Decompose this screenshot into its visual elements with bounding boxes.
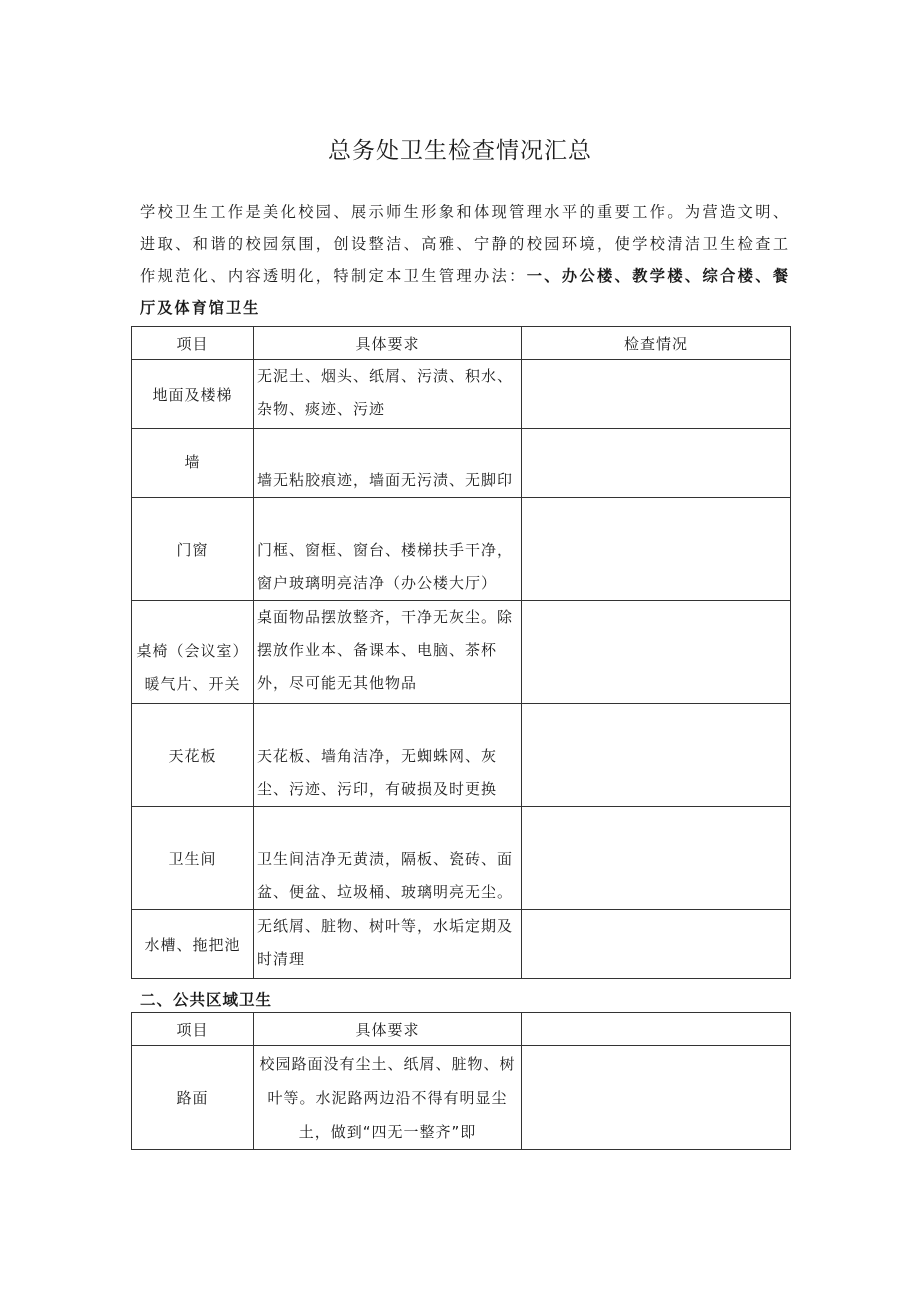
row-check[interactable] (522, 601, 791, 704)
table-row (132, 1046, 791, 1150)
row-item: 墙 (132, 429, 254, 498)
intro-paragraph (140, 196, 790, 324)
header-item: 项目 (132, 1013, 254, 1046)
row-item: 卫生间 (132, 807, 254, 910)
header-requirement: 具体要求 (254, 1013, 522, 1046)
office-building-hygiene-table (131, 326, 791, 979)
row-requirement: 无泥土、烟头、纸屑、污渍、积水、杂物、痰迹、污迹 (254, 360, 522, 429)
table-row (132, 704, 791, 807)
public-area-hygiene-table (131, 1012, 791, 1150)
table-row (132, 429, 791, 498)
header-check: 检查情况 (522, 327, 791, 360)
row-check[interactable] (522, 704, 791, 807)
row-requirement: 门框、窗框、窗台、楼梯扶手干净，窗户玻璃明亮洁净（办公楼大厅） (254, 498, 522, 601)
page-title: 总务处卫生检查情况汇总 (328, 138, 592, 164)
row-item: 路面 (132, 1046, 254, 1150)
section-2-heading: 二、公共区域卫生 (140, 991, 273, 1009)
table-row (132, 910, 791, 979)
row-requirement: 无纸屑、脏物、树叶等，水垢定期及时清理 (254, 910, 522, 979)
row-requirement: 天花板、墙角洁净，无蜘蛛网、灰尘、污迹、污印，有破损及时更换 (254, 704, 522, 807)
intro-text: 学校卫生工作是美化校园、展示师生形象和体现管理水平的重要工作。为营造文明、进取、和谐的校园氛围，创设整洁、高雅、宁静的校园环境，使学校清洁卫生检查工作规范化、内容透明化，特制定本卫生管理办法： (140, 203, 790, 285)
row-check[interactable] (522, 498, 791, 601)
row-item: 水槽、拖把池 (132, 910, 254, 979)
row-check[interactable] (522, 429, 791, 498)
row-item: 桌椅（会议室）暖气片、开关 (132, 601, 254, 704)
table-row (132, 498, 791, 601)
table-row (132, 601, 791, 704)
row-item: 门窗 (132, 498, 254, 601)
row-item: 地面及楼梯 (132, 360, 254, 429)
row-requirement: 校园路面没有尘土、纸屑、脏物、树叶等。水泥路两边沿不得有明显尘土，做到“四无一整齐”即 (254, 1046, 522, 1150)
table-header-row (132, 1013, 791, 1046)
table-row (132, 807, 791, 910)
row-check[interactable] (522, 910, 791, 979)
section-1-heading: 一、办公楼、教学楼、综合楼、餐厅及体育馆卫生 (140, 267, 790, 317)
row-requirement: 墙无粘胶痕迹，墙面无污渍、无脚印 (254, 429, 522, 498)
row-check[interactable] (522, 1046, 791, 1150)
row-item: 天花板 (132, 704, 254, 807)
header-item: 项目 (132, 327, 254, 360)
row-requirement: 桌面物品摆放整齐，干净无灰尘。除摆放作业本、备课本、电脑、茶杯外，尽可能无其他物品 (254, 601, 522, 704)
table-header-row (132, 327, 791, 360)
row-check[interactable] (522, 807, 791, 910)
row-check[interactable] (522, 360, 791, 429)
header-requirement: 具体要求 (254, 327, 522, 360)
row-requirement: 卫生间洁净无黄渍，隔板、瓷砖、面盆、便盆、垃圾桶、玻璃明亮无尘。 (254, 807, 522, 910)
header-check (522, 1013, 791, 1046)
table-row (132, 360, 791, 429)
